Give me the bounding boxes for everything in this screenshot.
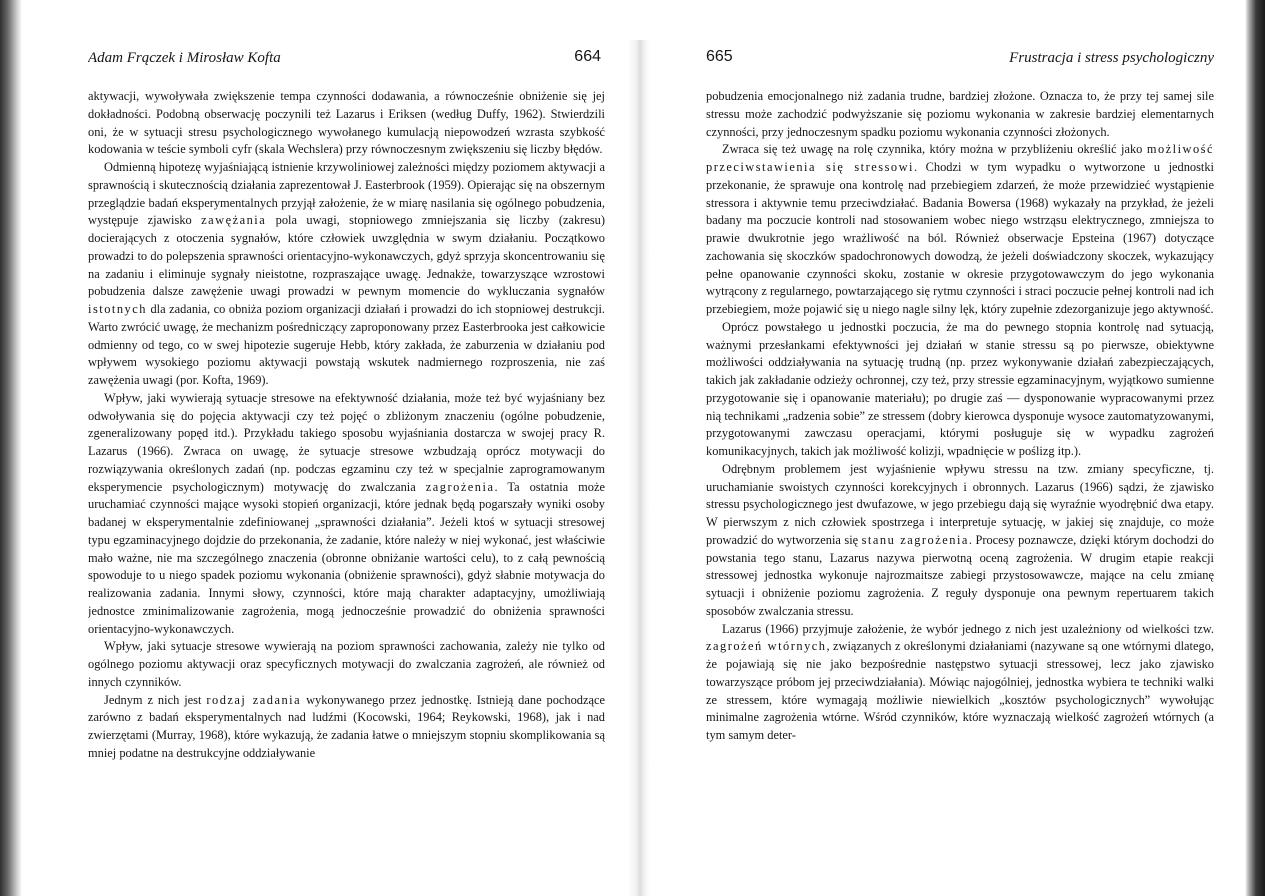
text-run: pola uwagi, stopniowego zmniejszania się liczby (zakresu) docierających z otoczenia sygnałów, które człowiek uwzględnia w swym działaniu. Początkowo prowadzi to do polepszenia sprawności orientacyjno-wykonawczych, gdyż sprzyja skoncentrowaniu się na zadaniu i eliminuje sygnały nieistotne, rozpraszające uwagę. Jednakże, towarzyszące wzrostowi pobudzenia dalsze zawężenie uwagi prowadzi w pewnym momencie do wykluczania sygnałów xyxy=(88,213,605,299)
text-run: . Chodzi w tym wypadku o wytworzone u jednostki przekonanie, że sprawuje ona kontrolę nad przebiegiem zdarzeń, że może przewidzieć wystąpienie stressora i aktywnie temu przeciwdziałać. Badania Bowersa (1968) wykazały na przykład, że jeżeli badany ma poczucie kontroli nad stosowaniem wobec niego wstrząsu elektrycznego, zmniejsza to prawie dwukrotnie jego wrażliwość na ból. Również obserwacje Epsteina (1967) dotyczące zachowania się skoczków spadochronowych dowodzą, że jeżeli doświadczony skoczek, wykazujący pełne opanowanie czynności skoku, zostanie w okresie przygotowawczym do jego wykonania wytrącony z regularnego, powtarzającego się rytmu czynności i straci poczucie pełnej kontroli nad ich przebiegiem, może pojawić się u niego nagle silny lęk, który zupełnie zdezorganizuje jego aktywność. xyxy=(706,160,1214,316)
scan-edge-left xyxy=(0,0,22,896)
text-run: , związanych z określonymi działaniami (nazywane są one wtórnymi dlatego, że pojawiają się nie jako bezpośrednie następstwo sytuacji stressowej, lecz jako zjawisko towarzyszące próbom jej przeciwdziałania). Mówiąc najogólniej, jednostka wybiera te techniki walki ze stressem, które wymagają możliwie niewielkich „kosztów psychologicznych” wywołując minimalne zagrożenia wtórne. Wśród czynników, które wyznaczają wielkość zagrożeń wtórnych (a tym samym deter- xyxy=(706,639,1214,742)
text-run: Odrębnym problemem jest wyjaśnienie wpływu stressu na tzw. zmiany specyficzne, tj. uruchamianie swoistych czynności korekcyjnych i obronnych. Lazarus (1966) sądzi, że zjawisko stressu psychologicznego jest dwufazowe, w jego przebiegu dają się wyraźnie wyodrębnić dwa etapy. W pierwszym z nich człowiek spostrzega i interpretuje sytuację, w jakiej się znajduje, co może prowadzić do wytworzenia się xyxy=(706,461,1214,547)
paragraph xyxy=(706,621,1214,745)
text-run: Zwraca się też uwagę na rolę czynnika, który można w przybliżeniu określić jako xyxy=(722,142,1147,157)
emphasized-term: zagrożeń wtórnych xyxy=(706,639,827,654)
emphasized-term: rodzaj zadania xyxy=(206,692,302,707)
paragraph xyxy=(706,141,1214,319)
paragraph xyxy=(706,319,1214,461)
left-running-head xyxy=(88,48,605,72)
right-page-number: 665 xyxy=(706,48,733,65)
text-run: Wpływ, jaki wywierają sytuacje stresowe na efektywność działania, może też być wyjaśniany bez odwoływania się do pojęcia aktywacji czy też pojęć o zbliżonym znaczeniu (ogólne pobudzenie, zgeneralizowany popęd itd.). Przykładu takiego sposobu wyjaśniania dostarcza w swojej pracy R. Lazarus (1966). Zwraca on uwagę, że sytuacje stresowe wzbudzają oprócz motywacji do rozwiązywania określonych zadań (np. podczas egzaminu czy też w specjalnie zaprogramowanym eksperymencie psychologicznym) motywację do zwalczania xyxy=(88,390,605,494)
text-run: Wpływ, jaki sytuacje stresowe wywierają na poziom sprawności zachowania, zależy nie tylko od ogólnego poziomu aktywacji oraz specyficznych motywacji do zwalczania zagrożeń, ale również od innych czynników. xyxy=(88,639,605,689)
right-running-head xyxy=(706,48,1214,72)
emphasized-term: zawężania xyxy=(201,213,267,228)
text-run: . Procesy poznawcze, dzięki którym dochodzi do powstania tego stanu, Lazarus nazywa pierwotną oceną zagrożenia. W drugim etapie reakcji stressowej jednostka wykonuje najrozmaitsze zabiegi przystosowawcze, mające na celu zmianę sytuacji i obniżenie poziomu zagrożenia. Z reguły dysponuje ona pewnym repertuarem takich sposobów zwalczania stressu. xyxy=(706,532,1214,618)
scan-edge-right xyxy=(1245,0,1265,896)
paragraph xyxy=(88,88,605,159)
text-run: Jednym z nich jest xyxy=(104,692,207,707)
text-run: . Ta ostatnia może uruchamiać czynności mające wysoki stopień organizacji, które jednak będą pogarszały wyniki osoby badanej w eksperymentalnie zdefiniowanej „sprawności działania”. Jeżeli ktoś w sytuacji stresowej typu egzaminacyjnego dojdzie do przekonania, że zadanie, które należy w niej wykonać, jest właściwie mało ważne, nie ma szczególnego znaczenia (obronne obniżanie wartości celu), to z całą pewnością spowoduje to u niego spadek poziomu wykonania (obniżenie sprawności), gdyż słabnie motywacja do realizowania zadania. Innymi słowy, czynności, które mają charakter adaptacyjny, umożliwiają jednostce zminimalizowanie zagrożenia, mogą jednocześnie prowadzić do obniżenia sprawności orientacyjno-wykonawczych. xyxy=(88,479,605,636)
left-page-number: 664 xyxy=(574,48,601,65)
paragraph xyxy=(88,638,605,691)
emphasized-term: zagrożenia xyxy=(425,479,495,494)
left-running-title: Adam Frączek i Mirosław Kofta xyxy=(88,50,281,66)
paragraph xyxy=(88,159,605,390)
emphasized-term: stanu zagrożenia xyxy=(861,532,969,547)
text-run: Odmienną hipotezę wyjaśniającą istnienie krzywoliniowej zależności między poziomem aktywacji a sprawnością i skutecznością działania zaprezentował J. Easterbrook (1959). Opierając się na obszernym przeglądzie badań eksperymentalnych przyjął założenie, że w miarę nasilania się ogólnego pobudzenia, występuje zjawisko xyxy=(88,160,605,228)
right-page xyxy=(706,48,1214,888)
right-running-title: Frustracja i stress psychologiczny xyxy=(1009,50,1214,66)
text-run: pobudzenia emocjonalnego niż zadania trudne, bardziej złożone. Oznacza to, że przy tej samej sile stressu może zachodzić podwyższanie się poziomu wykonania w zakresie bardziej elementarnych czynności, przy jednoczesnym spadku poziomu wykonania czynności złożonych. xyxy=(706,89,1214,139)
paragraph xyxy=(706,88,1214,141)
text-run: aktywacji, wywoływała zwiększenie tempa czynności dodawania, a równocześnie obniżenie się jej dokładności. Podobną obserwację poczynili też Lazarus i Eriksen (według Duffy, 1962). Stwierdzili oni, że w sytuacji stresu psychologicznego wywołanego kumulacją niepowodzeń wzrasta szybkość kodowania w teście symboli cyfr (skala Wechslera) przy równoczesnym zwiększeniu się liczby błędów. xyxy=(88,89,605,157)
left-body-text xyxy=(88,88,605,763)
right-body-text xyxy=(706,88,1214,745)
emphasized-term: możliwość przeciwstawienia się stressowi xyxy=(706,142,1214,174)
text-run: dla zadania, co obniża poziom organizacji działań i prowadzi do ich stopniowej destrukcji. Warto zwrócić uwagę, że mechanizm pośredniczący zaproponowany przez Easterbrooka jest całkowicie odmienny od tego, co w swej hipotezie sugeruje Hebb, który zakłada, że zaburzenia w działaniu pod wpływem wysokiego poziomu aktywacji powstają wskutek nadmiernego rozproszenia, nie zaś zawężenia uwagi (por. Kofta, 1969). xyxy=(88,302,605,387)
book-gutter xyxy=(628,40,650,896)
emphasized-term: istotnych xyxy=(88,302,147,316)
text-run: wykonywanego przez jednostkę. Istnieją dane pochodzące zarówno z badań eksperymentalnych nad ludźmi (Kocowski, 1964; Reykowski, 1968), jak i nad zwierzętami (Murray, 1968), które wykazują, że zadania łatwe o mniejszym stopniu skomplikowania są mniej podatne na destrukcyjne oddziaływanie xyxy=(88,692,605,760)
paragraph xyxy=(88,692,605,763)
text-run: Lazarus (1966) przyjmuje założenie, że wybór jednego z nich jest uzależniony od wielkości tzw. xyxy=(722,621,1214,636)
paragraph xyxy=(88,390,605,639)
left-page xyxy=(88,48,605,888)
text-run: Oprócz powstałego u jednostki poczucia, że ma do pewnego stopnia kontrolę nad sytuacją, ważnymi przesłankami efektywności jej działań w stanie stressu są po pierwsze, obiektywne możliwości oddziaływania na sytuację trudną (np. przez wykonywanie działań zabezpieczających, takich jak zakładanie odzieży ochronnej, czy też, przy stressie egzaminacyjnym, wyjątkowo sumienne przygotowanie się i opanowanie materiału); po drugie zaś — dysponowanie wypracowanymi przez nią technikami „radzenia sobie” ze stressem (dobry kierowca dysponuje wysoce zautomatyzowanymi, przygotowanymi zawczasu operacjami, którymi posługuje się w wypadku zagrożeń komunikacyjnych, takich jak możliwość kolizji, wpadnięcie w poślizg itp.). xyxy=(706,319,1214,458)
paragraph xyxy=(706,461,1214,621)
